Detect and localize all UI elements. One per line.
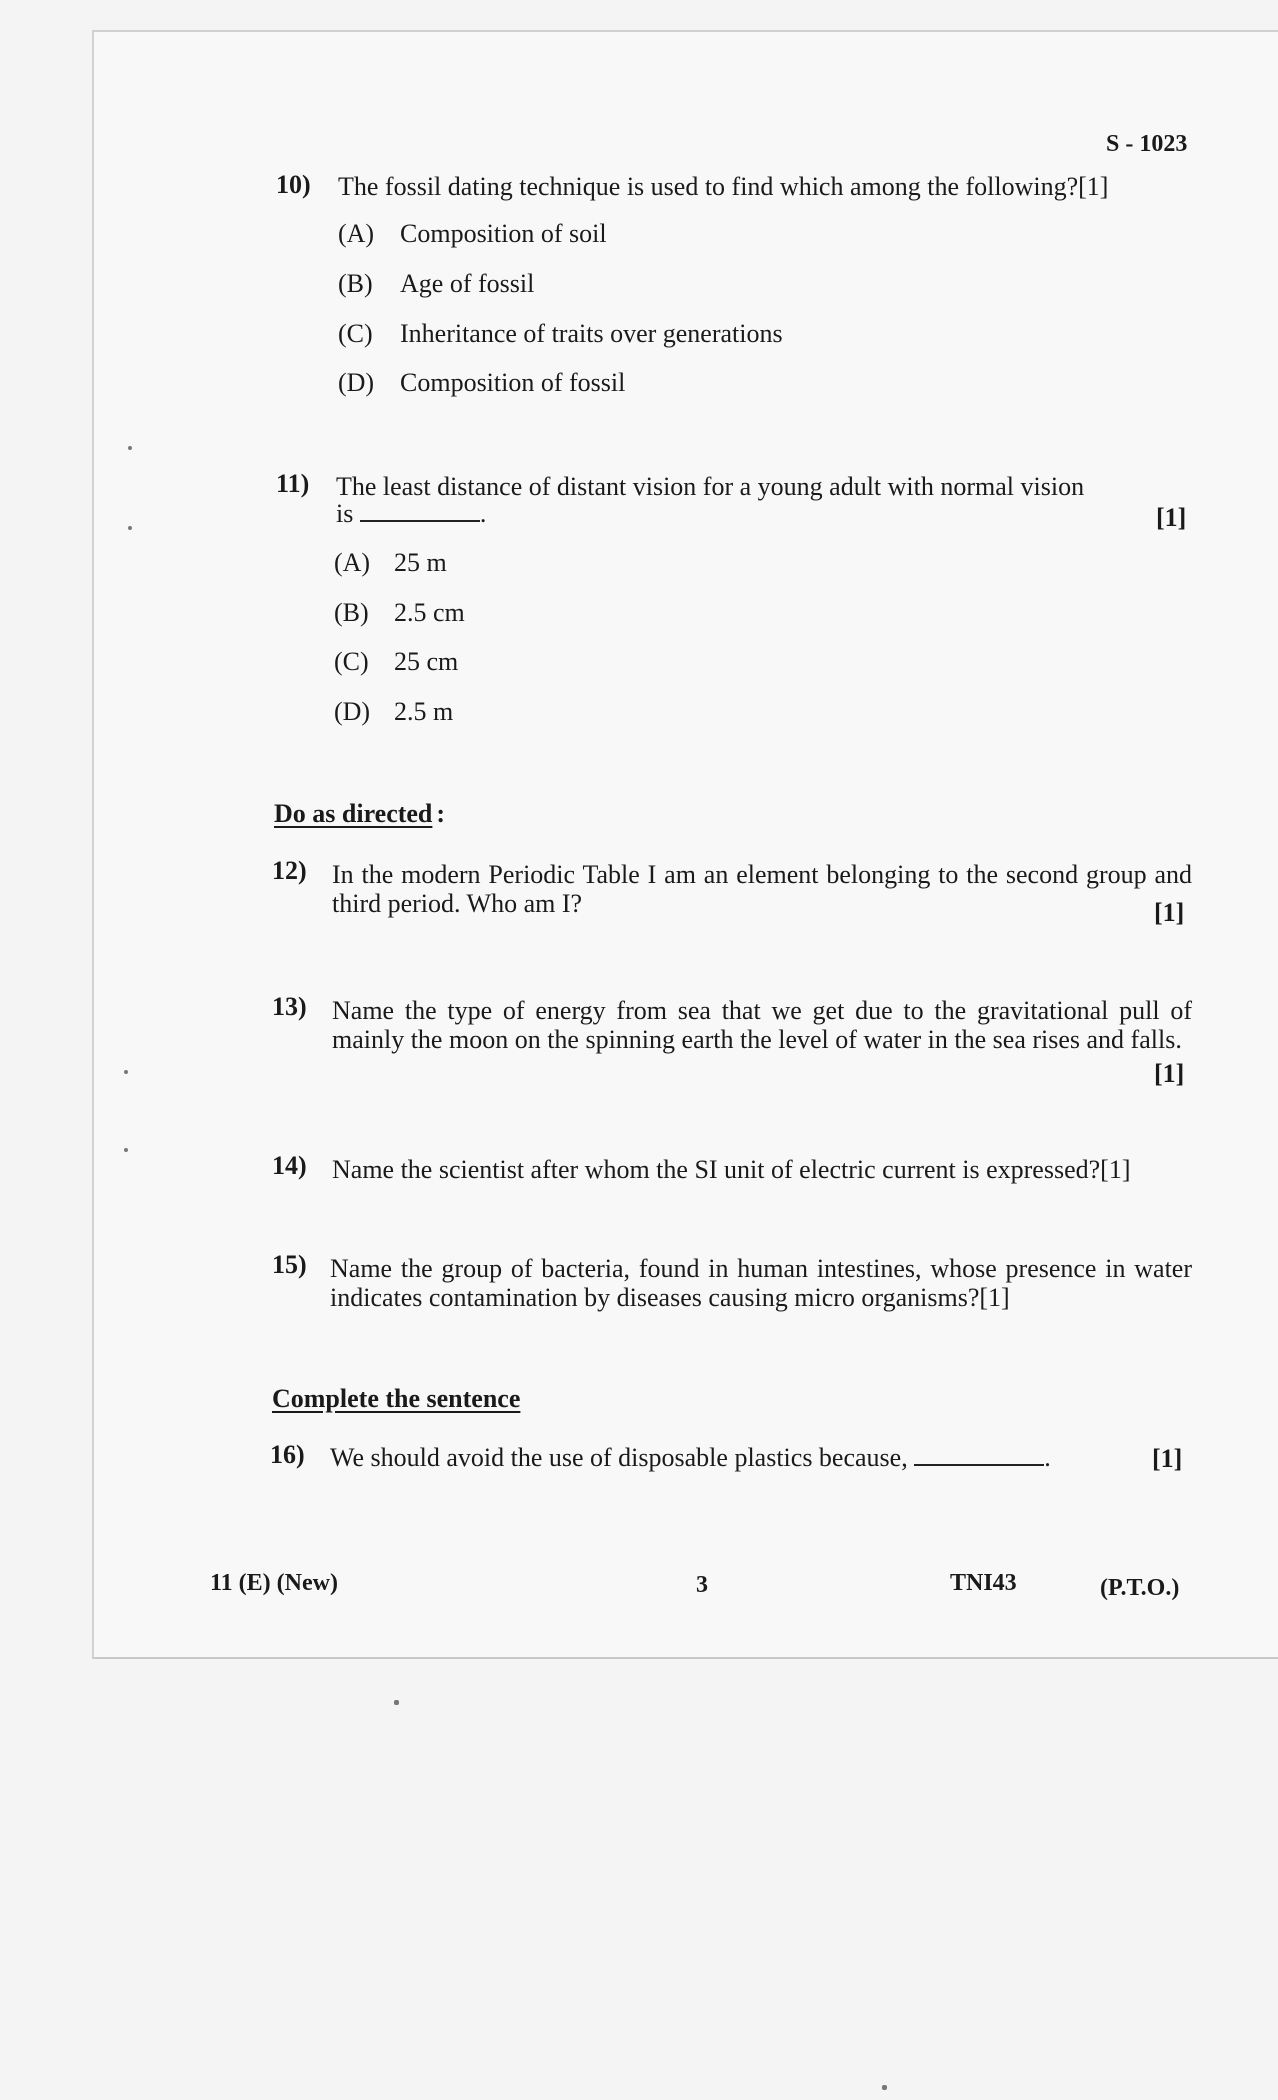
question-11-line-2 xyxy=(336,499,486,528)
option-label: (D) xyxy=(334,697,371,726)
question-12-mark: [1] xyxy=(1154,898,1185,927)
question-10-option-c xyxy=(338,319,783,349)
question-11-option-c xyxy=(334,647,458,677)
exam-sheet xyxy=(92,30,1278,1659)
question-16-number: 16) xyxy=(270,1440,305,1469)
question-11-option-b xyxy=(334,598,465,628)
section-heading-complete-the-sentence: Complete the sentence xyxy=(272,1384,521,1413)
option-text: Inheritance of traits over generations xyxy=(400,319,783,348)
section-colon: : xyxy=(436,799,446,828)
question-10-option-d xyxy=(338,368,625,398)
question-12-text: In the modern Periodic Table I am an element belonging to the second group and third period. Who am I? xyxy=(332,860,1192,918)
question-10-option-b xyxy=(338,269,534,299)
question-13-number: 13) xyxy=(272,992,307,1021)
question-13-text: Name the type of energy from sea that we get due to the gravitational pull of mainly the moon on the spinning earth the level of water in the sea rises and falls. xyxy=(332,996,1192,1054)
question-14-text: Name the scientist after whom the SI unit of electric current is expressed?[1] xyxy=(332,1155,1131,1184)
question-10-number: 10) xyxy=(276,170,311,199)
answer-blank xyxy=(914,1464,1044,1466)
question-11-mark: [1] xyxy=(1156,503,1187,532)
option-label: (C) xyxy=(334,647,369,676)
question-10-text: The fossil dating technique is used to find which among the following?[1] xyxy=(338,172,1109,201)
section-heading-do-as-directed xyxy=(274,799,445,829)
option-text: 2.5 m xyxy=(394,697,454,726)
answer-blank xyxy=(360,520,480,522)
scan-speck xyxy=(124,1070,128,1074)
option-label: (A) xyxy=(338,219,375,248)
question-16-stem: We should avoid the use of disposable plastics because, xyxy=(330,1443,908,1472)
scan-speck xyxy=(882,2085,887,2090)
section-title: Do as directed xyxy=(274,799,433,828)
scan-speck xyxy=(128,526,132,530)
option-text: 2.5 cm xyxy=(394,598,465,627)
question-10-option-a xyxy=(338,219,607,249)
option-text: Age of fossil xyxy=(400,269,535,298)
question-11-suffix: . xyxy=(479,499,487,528)
option-text: 25 cm xyxy=(394,647,459,676)
footer-pto: (P.T.O.) xyxy=(1100,1575,1180,1601)
scan-speck xyxy=(124,1148,128,1152)
footer-page-number: 3 xyxy=(696,1572,708,1598)
question-11-option-a xyxy=(334,548,447,578)
footer-subject-code: 11 (E) (New) xyxy=(210,1570,338,1596)
scan-speck xyxy=(128,446,132,450)
option-label: (D) xyxy=(338,368,375,397)
question-11-line-1: The least distance of distant vision for a young adult with normal vision xyxy=(336,472,1085,501)
question-12-number: 12) xyxy=(272,856,307,885)
question-16-mark: [1] xyxy=(1152,1444,1183,1473)
option-label: (B) xyxy=(334,598,369,627)
footer-code: TNI43 xyxy=(950,1570,1017,1596)
question-11-option-d xyxy=(334,697,453,727)
option-text: Composition of soil xyxy=(400,219,607,248)
question-13-mark: [1] xyxy=(1154,1059,1185,1088)
question-14-number: 14) xyxy=(272,1151,307,1180)
option-text: 25 m xyxy=(394,548,447,577)
option-label: (A) xyxy=(334,548,371,577)
option-label: (B) xyxy=(338,269,373,298)
question-15-number: 15) xyxy=(272,1250,307,1279)
question-11-number: 11) xyxy=(276,469,310,498)
scan-speck xyxy=(394,1700,399,1705)
question-11-prefix: is xyxy=(336,499,354,528)
question-16-text xyxy=(330,1443,1051,1472)
paper-code: S - 1023 xyxy=(1106,131,1188,157)
option-label: (C) xyxy=(338,319,373,348)
option-text: Composition of fossil xyxy=(400,368,626,397)
question-15-text: Name the group of bacteria, found in human intestines, whose presence in water indicates contamination by diseases causing micro organisms?[1] xyxy=(330,1254,1192,1312)
question-16-end: . xyxy=(1044,1443,1051,1472)
